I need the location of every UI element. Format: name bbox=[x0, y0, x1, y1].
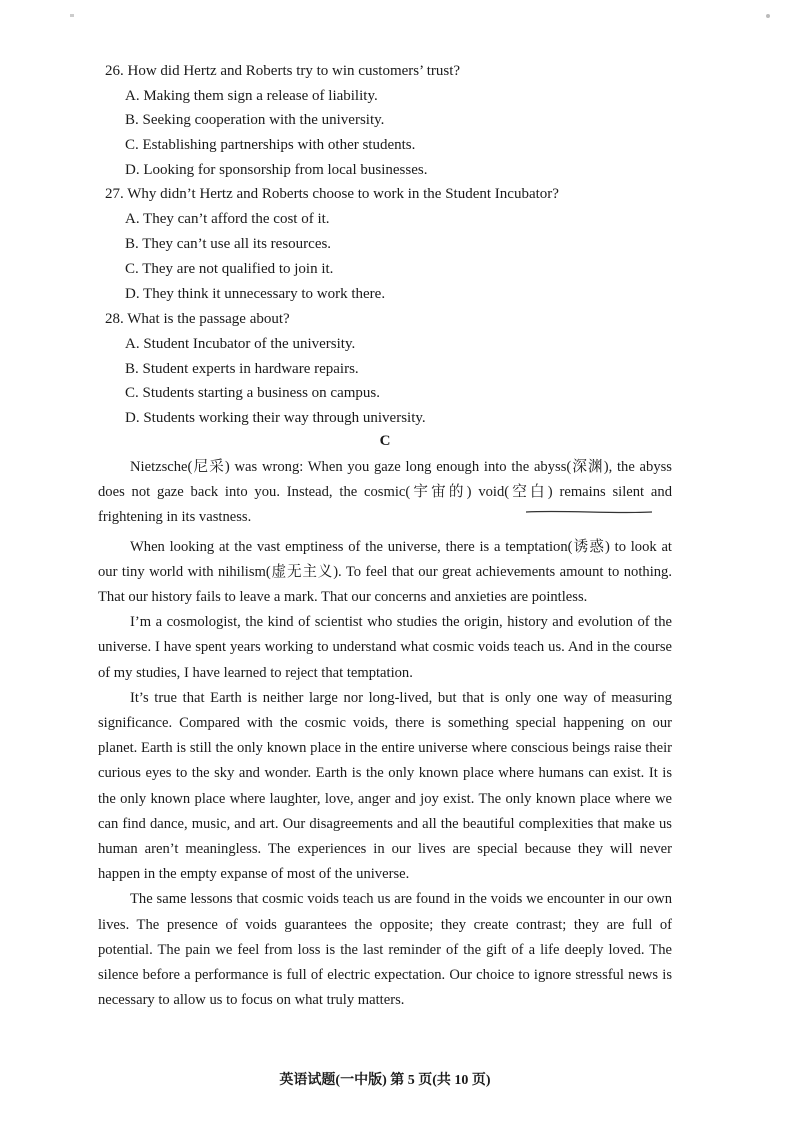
question-27-option-b: B. They can’t use all its resources. bbox=[125, 236, 332, 252]
question-28-option-d: D. Students working their way through university. bbox=[125, 410, 426, 426]
passage-paragraph-2: When looking at the vast emptiness of the universe, there is a temptation(诱惑) to look at our tiny world with nihilism(虚无主义). To feel that our great achievements amount to nothing. That our history fails to leave a mark. That our concerns and anxieties are pointless. bbox=[98, 538, 672, 606]
page-footer: 英语试题(一中版) 第 5 页(共 10 页) bbox=[279, 1073, 491, 1088]
question-28-option-a: A. Student Incubator of the university. bbox=[125, 336, 356, 352]
passage-paragraph-4: It’s true that Earth is neither large nor long-lived, but that is only one way of measuring significance. Compared with the cosmic voids, there is something special happening on our planet. Earth is still the only known place in the entire universe where conscious beings raise their curious eyes to the sky and wonder. Earth is the only known place where humans can exist. It is the only known place where laughter, love, anger and joy exist. The only known place where we can find dance, music, and art. Our disagreements and all the beautiful complexities that make us human aren’t meaningless. The experiences in our lives are special because they will never happen in the empty expanse of most of the universe. bbox=[98, 689, 672, 883]
question-26-option-a: A. Making them sign a release of liability. bbox=[125, 88, 378, 104]
question-26-stem: 26. How did Hertz and Roberts try to win customers’ trust? bbox=[105, 63, 461, 79]
question-26-option-d: D. Looking for sponsorship from local businesses. bbox=[125, 162, 428, 178]
question-27-option-c: C. They are not qualified to join it. bbox=[125, 261, 334, 277]
passage-paragraph-5: The same lessons that cosmic voids teach us are found in the voids we encounter in our own lives. The presence of voids guarantees the opposite; they create contrast; they are full of potential. The pain we feel from loss is the last reminder of the gift of a life deeply loved. The silence before a performance is full of electric expectation. Our choice to ignore stressful news is necessary to allow us to focus on what truly matters. bbox=[98, 891, 672, 1009]
scan-speck bbox=[70, 14, 74, 17]
scan-speck bbox=[766, 14, 770, 18]
question-28-option-c: C. Students starting a business on campus. bbox=[125, 385, 380, 401]
section-heading: C bbox=[379, 433, 391, 449]
reading-passage bbox=[98, 455, 672, 1013]
question-26-option-b: B. Seeking cooperation with the university. bbox=[125, 112, 385, 128]
pen-underline-mark bbox=[524, 509, 654, 515]
question-27-option-a: A. They can’t afford the cost of it. bbox=[125, 211, 330, 227]
question-26-option-c: C. Establishing partnerships with other students. bbox=[125, 137, 416, 153]
question-27-option-d: D. They think it unnecessary to work there. bbox=[125, 286, 386, 302]
question-28-option-b: B. Student experts in hardware repairs. bbox=[125, 361, 359, 377]
question-28-stem: 28. What is the passage about? bbox=[105, 311, 290, 327]
question-27-stem: 27. Why didn’t Hertz and Roberts choose to work in the Student Incubator? bbox=[105, 186, 559, 202]
passage-paragraph-3: I’m a cosmologist, the kind of scientist who studies the origin, history and evolution of the universe. I have spent years working to understand what cosmic voids teach us. And in the course of my studies, I have learned to reject that temptation. bbox=[98, 614, 672, 681]
passage-paragraph-1: Nietzsche(尼采) was wrong: When you gaze long enough into the abyss(深渊), the abyss does not gaze back into you. Instead, the cosmic(宇宙的) void(空白) remains silent and frightening in its vastness. bbox=[98, 459, 672, 526]
